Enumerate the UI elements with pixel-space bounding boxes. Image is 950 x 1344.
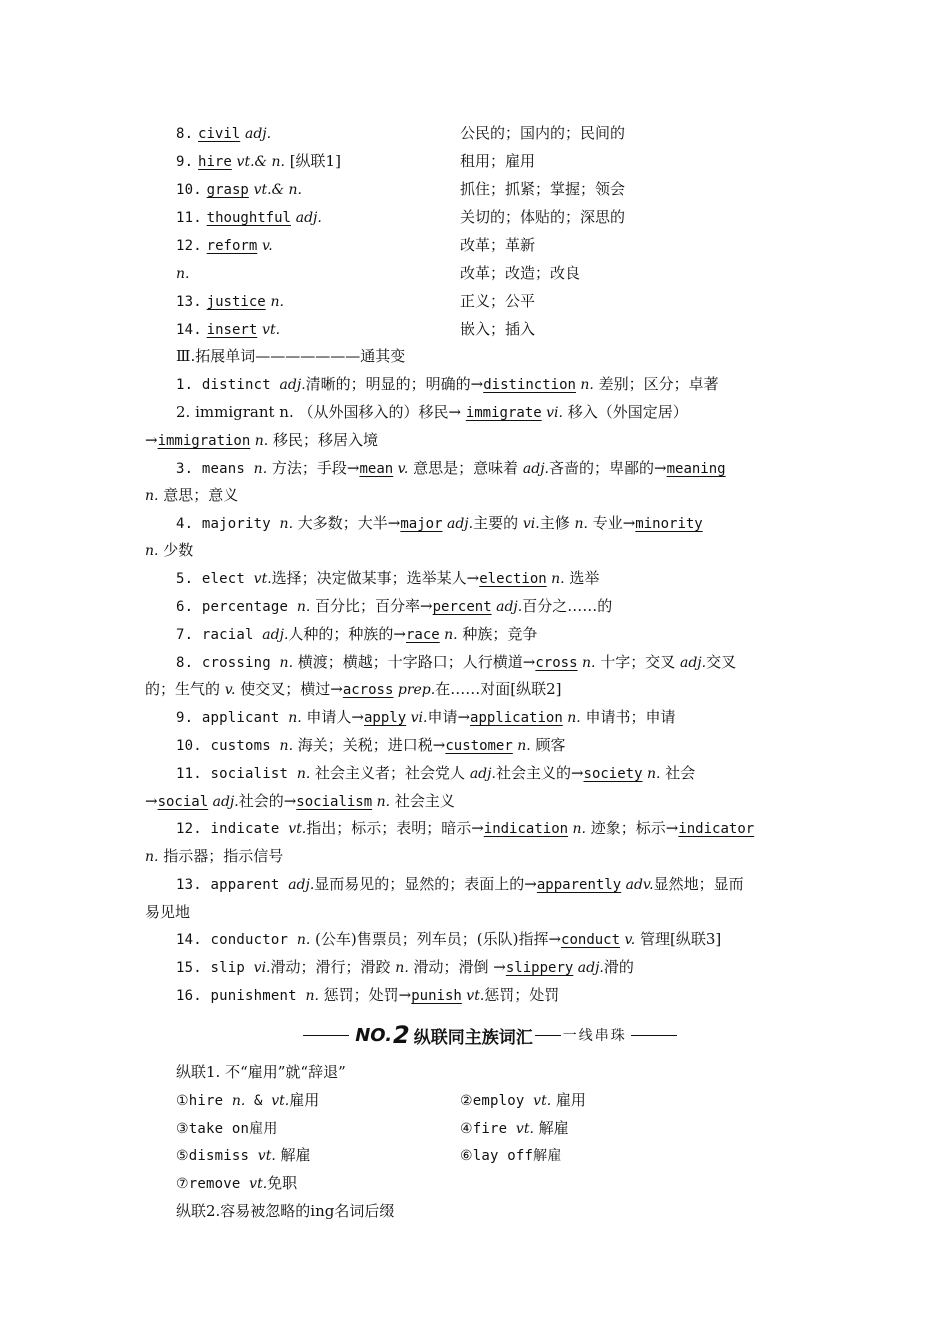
ext-line-8b: 的；生气的 v. 使交叉；横过→across prep.在……对面[纵联2]: [145, 680, 562, 698]
vocab-row: 10. grasp vt.& n. 抓住；抓紧；掌握；领会: [176, 180, 626, 198]
banner-subtitle: 一线串珠: [562, 1028, 627, 1044]
vocab-meaning: 关切的；体贴的；深思的: [460, 208, 626, 226]
vocab-meaning: 改革；改造；改良: [460, 264, 581, 282]
link2-title: 纵联2.容易被忽略的ing名词后缀: [176, 1202, 395, 1220]
section-banner: [300, 1022, 680, 1048]
banner-number: 2: [393, 1021, 410, 1049]
vocab-row: 12. reform v. 改革；革新: [176, 236, 536, 254]
link1-title: 纵联1. 不“雇用”就“辞退”: [176, 1063, 346, 1081]
vocab-meaning: 租用；雇用: [460, 152, 536, 170]
banner-dash-left: [303, 1035, 349, 1036]
vocab-row: 11. thoughtful adj. 关切的；体贴的；深思的: [176, 208, 626, 226]
ext-line-12b: n. 指示器；指示信号: [145, 847, 284, 865]
link1-row: ⑦remove vt.免职: [176, 1174, 298, 1192]
vocab-row: 8. civil adj. 公民的；国内的；民间的: [176, 124, 626, 142]
vocab-meaning: 公民的；国内的；民间的: [460, 124, 626, 142]
banner-dash-right: [631, 1035, 677, 1036]
link1-row: ①hire n. & vt.雇用 ②employ vt. 雇用: [176, 1091, 586, 1109]
ext-line-8: 8. crossing n. 横渡；横越；十字路口；人行横道→cross n. 十字；交叉 adj.交叉: [176, 653, 737, 671]
ext-line-9: 9. applicant n. 申请人→apply vi.申请→application n. 申请书；申请: [176, 708, 676, 726]
ext-line-11: 11. socialist n. 社会主义者；社会党人 adj.社会主义的→society n. 社会: [176, 764, 696, 782]
ext-line-12: 12. indicate vt.指出；标示；表明；暗示→indication n. 迹象；标示→indicator: [176, 819, 755, 837]
ext-line-2: 2. immigrant n. （从外国移入的）移民→ immigrate vi. 移入（外国定居）: [176, 403, 688, 421]
vocab-row: 9. hire vt.& n. [纵联1] 租用；雇用: [176, 152, 536, 170]
vocab-row: 14. insert vt. 嵌入；插入: [176, 320, 536, 338]
ext-line-3b: n. 意思；意义: [145, 486, 239, 504]
ext-line-14: 14. conductor n. (公车)售票员；列车员；(乐队)指挥→conduct v. 管理[纵联3]: [176, 930, 722, 948]
ext-line-13b: 易见地: [145, 903, 191, 921]
link1-row: ⑤dismiss vt. 解雇 ⑥lay off解雇: [176, 1146, 562, 1164]
vocab-row: n. 改革；改造；改良: [176, 264, 581, 282]
link1-row: ③take on雇用 ④fire vt. 解雇: [176, 1119, 569, 1137]
ext-line-7: 7. racial adj.人种的；种族的→race n. 种族；竞争: [176, 625, 538, 643]
vocab-meaning: 嵌入；插入: [460, 320, 536, 338]
vocab-meaning: 正义；公平: [460, 292, 536, 310]
banner-no: NO.: [355, 1024, 393, 1046]
vocab-row: 13. justice n. 正义；公平: [176, 292, 536, 310]
vocab-meaning: 改革；革新: [460, 236, 536, 254]
ext-line-5: 5. elect vt.选择；决定做某事；选举某人→election n. 选举: [176, 569, 600, 587]
ext-line-2b: →immigration n. 移民；移居入境: [145, 431, 378, 449]
vocab-meaning: 抓住；抓紧；掌握；领会: [460, 180, 626, 198]
ext-line-4: 4. majority n. 大多数；大半→major adj.主要的 vi.主修 n. 专业→minority: [176, 514, 703, 532]
banner-dash-mid: [535, 1035, 561, 1036]
ext-line-15: 15. slip vi.滑动；滑行；滑跤 n. 滑动；滑倒 →slippery adj.滑的: [176, 958, 634, 976]
ext-line-10: 10. customs n. 海关；关税；进口税→customer n. 顾客: [176, 736, 566, 754]
ext-line-13: 13. apparent adj.显而易见的；显然的；表面上的→apparently adv.显然地；显而: [176, 875, 744, 893]
section-heading: Ⅲ.拓展单词———————通其变: [176, 347, 406, 365]
ext-line-16: 16. punishment n. 惩罚；处罚→punish vt.惩罚；处罚: [176, 986, 560, 1004]
ext-line-6: 6. percentage n. 百分比；百分率→percent adj.百分之……的: [176, 597, 613, 615]
ext-line-11b: →social adj.社会的→socialism n. 社会主义: [145, 792, 455, 810]
ext-line-4b: n. 少数: [145, 541, 194, 559]
ext-line-3: 3. means n. 方法；手段→mean v. 意思是；意味着 adj.吝啬的；卑鄙的→meaning: [176, 459, 726, 477]
banner-title: 纵联同主族词汇: [413, 1027, 533, 1048]
ext-line-1: 1. distinct adj.清晰的；明显的；明确的→distinction n. 差别；区分；卓著: [176, 375, 719, 393]
